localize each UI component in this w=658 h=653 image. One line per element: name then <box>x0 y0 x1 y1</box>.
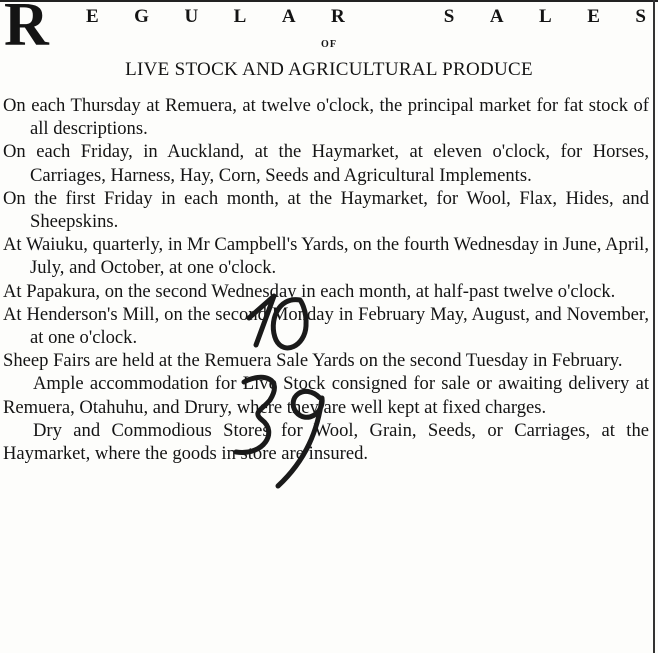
title-letter: E <box>587 6 600 27</box>
sale-entry-papakura: At Papakura, on the second Wednesday in each month, at half-past twelve o'clock. <box>3 280 616 302</box>
sale-entry-first-friday: On the first Friday in each month, at the Haymarket, for Wool, Flax, Hides, and Sheepskins. <box>3 187 649 233</box>
title-letter: A <box>281 6 296 27</box>
sale-entry-haymarket-friday: On each Friday, in Auckland, at the Haymarket, at eleven o'clock, for Horses, Carriages, Harness, Hay, Corn, Seeds and Agricultural Implements. <box>3 141 649 186</box>
top-rule <box>0 0 658 2</box>
title-connector: OF <box>321 39 337 50</box>
title-letter: L <box>233 6 247 27</box>
drop-cap: R <box>4 0 49 59</box>
sale-entry-sheep-fairs: Sheep Fairs are held at the Remuera Sale Yards on the second Tuesday in February. <box>3 350 623 372</box>
title-letter: S <box>635 6 646 27</box>
title-letter: R <box>331 6 345 27</box>
title-letter: A <box>489 6 504 27</box>
sale-entry-remuera-thursday: On each Thursday at Remuera, at twelve o'clock, the principal market for fat stock of all descriptions. <box>3 95 649 140</box>
title-letter: G <box>134 6 149 27</box>
paragraph-stores: Dry and Commodious Stores for Wool, Grain, Seeds, or Carriages, at the Haymarket, where the goods in store are insured. <box>3 419 649 465</box>
subtitle: LIVE STOCK AND AGRICULTURAL PRODUCE <box>125 59 533 80</box>
title-letter: E <box>86 6 99 27</box>
sale-entry-henderson: At Henderson's Mill, on the second Monday in February May, August, and November, at one o'clock. <box>3 303 649 349</box>
spaced-title <box>86 6 646 28</box>
paragraph-accommodation: Ample accommodation for Live Stock consigned for sale or awaiting delivery at Remuera, Otahuhu, and Drury, where they are well kept at fixed charges. <box>3 373 649 418</box>
title-letter: S <box>443 6 455 27</box>
right-rule <box>653 0 655 653</box>
advertisement-body <box>3 94 649 465</box>
title-letter: L <box>539 6 552 27</box>
sale-entry-waiuku: At Waiuku, quarterly, in Mr Campbell's Yards, on the fourth Wednesday in June, April, July, and October, at one o'clock. <box>3 234 649 279</box>
title-word-gap <box>380 6 408 28</box>
title-letter: U <box>184 6 199 27</box>
